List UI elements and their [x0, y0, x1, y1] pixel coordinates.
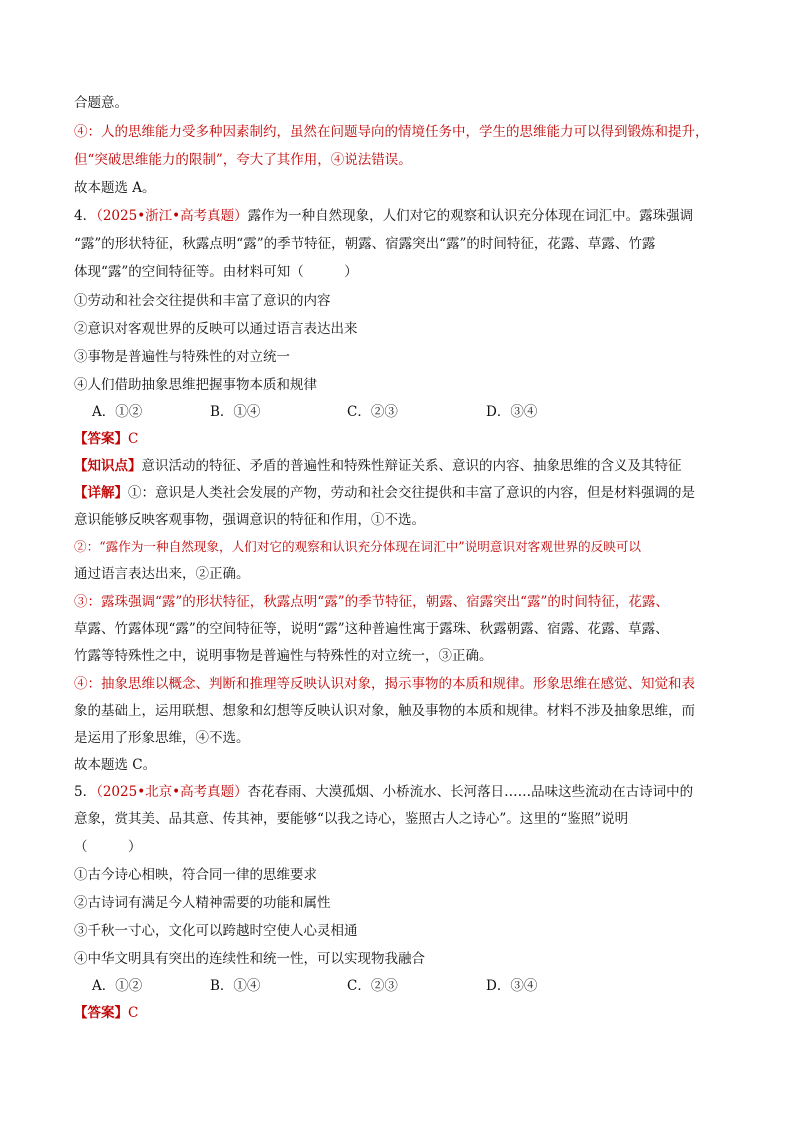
q4-kp-label: 【知识点】	[74, 458, 142, 474]
q5-option-c: C．②③	[347, 978, 398, 994]
q4-answer-label: 【答案】	[74, 431, 128, 447]
q5-stem-line-2: 意象，赏其美、品其意、传其神，要能够“以我之诗心，鉴照古人之诗心”。这里的“鉴照”说明	[74, 811, 629, 827]
q4-detail-line-2: 意识能够反映客观事物，强调意识的特征和作用，①不选。	[74, 512, 425, 528]
q4-detail-line-10: 是运用了形象思维，④不选。	[74, 730, 250, 746]
q5-item-2: ②古诗词有满足今人精神需要的功能和属性	[74, 895, 331, 911]
q4-stem-line-3: 体现“露”的空间特征等。由材料可知（ ）	[74, 264, 358, 280]
q3-tail-line-2: ④：人的思维能力受多种因素制约，虽然在问题导向的情境任务中，学生的思维能力可以得到锻炼和提升，	[74, 124, 709, 140]
q5-item-1: ①古今诗心相映，符合同一律的思维要求	[74, 867, 317, 883]
q4-item-4: ④人们借助抽象思维把握事物本质和规律	[74, 377, 317, 393]
q5-item-3: ③千秋一寸心，文化可以跨越时空使人心灵相通	[74, 923, 358, 939]
q5-stem-line-3: （ ）	[74, 839, 142, 855]
q5-option-d: D．③④	[486, 978, 538, 994]
q4-conclusion: 故本题选 C。	[74, 757, 157, 773]
q4-detail-line-4: 通过语言表达出来，②正确。	[74, 566, 250, 582]
q4-answer	[74, 430, 138, 448]
q4-option-b: B．①④	[210, 404, 261, 420]
q4-number: 4．	[74, 208, 97, 224]
q4-detail-1a: ①：意识是人类社会发展的产物，劳动和社会交往提供和丰富了意识的内容，但是材料强调的是	[128, 485, 695, 501]
q4-option-c: C．②③	[347, 404, 398, 420]
q4-detail-label: 【详解】	[74, 485, 128, 501]
q4-item-2: ②意识对客观世界的反映可以通过语言表达出来	[74, 321, 358, 337]
q4-detail-line-8: ④：抽象思维以概念、判断和推理等反映认识对象，揭示事物的本质和规律。形象思维在感觉、知觉和表	[74, 676, 695, 692]
q3-tail-line-3: 但“突破思维能力的限制”，夸大了其作用，④说法错误。	[74, 152, 412, 168]
q5-option-a: A．①②	[92, 978, 143, 994]
q3-conclusion: 故本题选 A。	[74, 180, 156, 196]
q4-detail-line-9: 象的基础上，运用联想、想象和幻想等反映认识对象，触及事物的本质和规律。材料不涉及抽象思维，而	[74, 703, 695, 719]
q4-item-1: ①劳动和社会交往提供和丰富了意识的内容	[74, 293, 331, 309]
q4-source: （2025•浙江•高考真题）	[96, 208, 248, 224]
q5-stem-line-1	[74, 783, 693, 801]
q4-detail-line-6: 草露、竹露体现“露”的空间特征等，说明“露”这种普遍性寓于露珠、秋露朝露、宿露、花露、草露、	[74, 621, 669, 637]
q4-stem-line-2: “露”的形状特征，秋露点明“露”的季节特征，朝露、宿露突出“露”的时间特征，花露、草露、竹露	[74, 236, 656, 252]
q4-detail-line-5: ③：露珠强调“露”的形状特征，秋露点明“露”的季节特征，朝露、宿露突出“露”的时间特征，花露、	[74, 594, 669, 610]
q5-answer-value: C	[128, 1005, 139, 1021]
q5-number: 5．	[74, 784, 97, 800]
q4-detail-line-3: ②：“露作为一种自然现象，人们对它的观察和认识充分体现在词汇中”说明意识对客观世界的反映可以	[74, 539, 642, 554]
q3-tail-line-1: 合题意。	[74, 95, 128, 111]
q5-source: （2025•北京•高考真题）	[96, 784, 248, 800]
q5-answer-label: 【答案】	[74, 1005, 128, 1021]
q4-knowledge-point	[74, 457, 682, 475]
q5-option-b: B．①④	[210, 978, 261, 994]
q4-kp-text: 意识活动的特征、矛盾的普遍性和特殊性辩证关系、意识的内容、抽象思维的含义及其特征	[141, 458, 682, 474]
q4-item-3: ③事物是普遍性与特殊性的对立统一	[74, 349, 290, 365]
q4-detail-line-7: 竹露等特殊性之中，说明事物是普遍性与特殊性的对立统一，③正确。	[74, 648, 493, 664]
q5-item-4: ④中华文明具有突出的连续性和统一性，可以实现物我融合	[74, 951, 425, 967]
q4-answer-value: C	[128, 431, 139, 447]
q4-detail-line-1	[74, 484, 695, 502]
q4-option-d: D．③④	[486, 404, 538, 420]
q4-stem-line-1	[74, 207, 693, 225]
q5-answer	[74, 1004, 138, 1022]
q5-stem-text: 杏花春雨、大漠孤烟、小桥流水、长河落日……品味这些流动在古诗词中的	[247, 784, 694, 800]
q4-option-a: A．①②	[92, 404, 143, 420]
q4-stem-text: 露作为一种自然现象，人们对它的观察和认识充分体现在词汇中。露珠强调	[247, 208, 694, 224]
